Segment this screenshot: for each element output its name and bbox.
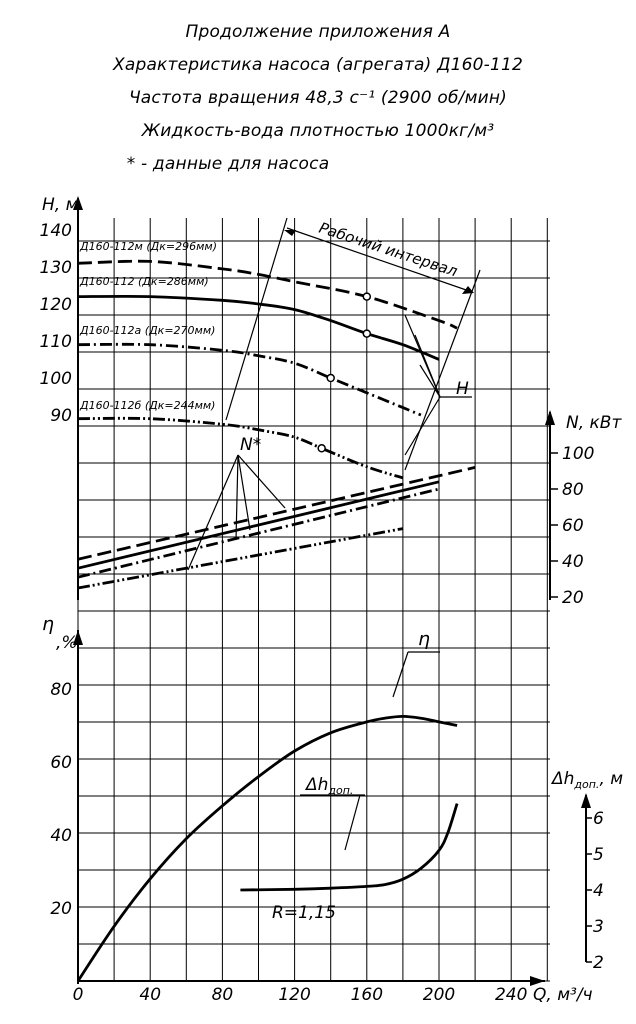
n-axis-label: N, кВт <box>566 413 622 433</box>
q-tick-label: 0 <box>72 985 84 1005</box>
chart-curves <box>78 261 475 981</box>
n-leader-3 <box>236 455 238 540</box>
h-leader-3 <box>420 365 440 397</box>
curve-label-d160-112a: Д160-112а (Дк=270мм) <box>80 324 216 337</box>
curve-label-d160-112b: Д160-112б (Дк=244мм) <box>80 399 216 412</box>
curve-label-d160-112m: Д160-112м (Дк=296мм) <box>80 240 217 253</box>
q-tick-label: 240 <box>494 985 528 1005</box>
h-tick-label: 90 <box>50 406 72 426</box>
eta-marker-label: η <box>418 628 431 650</box>
interval-line-right <box>405 270 480 470</box>
eta-leader <box>393 652 408 697</box>
r-label: R=1,15 <box>272 903 336 923</box>
h-tick-label: 130 <box>39 258 72 278</box>
n-axis-arrow <box>545 410 555 425</box>
header-line-4: Жидкость-вода плотностью 1000кг/м³ <box>141 121 495 141</box>
eta-tick-label: 20 <box>50 899 72 919</box>
n-marker-label: N* <box>240 435 262 455</box>
q-tick-label: 80 <box>211 985 234 1005</box>
q-tick-label: 160 <box>350 985 384 1005</box>
header-line-1: Продолжение приложения А <box>185 22 451 42</box>
dh-tick-label: 4 <box>593 881 604 901</box>
h-tick-label: 140 <box>39 221 72 241</box>
h-axis-label: H, м <box>42 195 79 215</box>
q-axis-label: Q, м³/ч <box>533 985 593 1005</box>
curve-1-3 <box>78 529 403 588</box>
curve-2-0 <box>78 716 457 981</box>
curve-1-0 <box>78 467 475 559</box>
n-tick-label: 20 <box>562 588 584 608</box>
n-tick-label: 60 <box>562 516 584 536</box>
working-interval-label: Рабочий интервал <box>316 218 460 281</box>
curve-point <box>318 445 325 452</box>
dh-axis-label: $\Delta h_{доп.}$, м <box>552 769 624 791</box>
curve-0-0 <box>78 261 457 328</box>
q-tick-label: 40 <box>139 985 162 1005</box>
dh-axis-arrow <box>581 793 591 808</box>
curve-point <box>363 293 370 300</box>
curve-point <box>363 330 370 337</box>
q-tick-label: 200 <box>422 985 456 1005</box>
interval-line-left <box>226 218 287 420</box>
h-tick-label: 100 <box>39 369 72 389</box>
header-line-5: * - данные для насоса <box>126 154 330 174</box>
dh-tick-label: 5 <box>593 845 604 865</box>
dh-tick-label: 3 <box>593 917 604 937</box>
header-line-3: Частота вращения 48,3 с⁻¹ (2900 об/мин) <box>128 88 508 108</box>
eta-tick-label: 80 <box>50 680 72 700</box>
n-tick-label: 40 <box>562 552 584 572</box>
n-tick-label: 80 <box>562 480 584 500</box>
h-tick-label: 120 <box>39 295 72 315</box>
chart-annotations <box>188 218 480 850</box>
curve-3-0 <box>240 804 457 890</box>
h-leader-2 <box>415 335 440 397</box>
eta-axis-label: η <box>42 613 55 635</box>
dh-tick-label: 2 <box>593 953 604 973</box>
q-tick-label: 120 <box>278 985 311 1005</box>
dh-leader <box>345 795 360 850</box>
n-tick-label: 100 <box>562 444 595 464</box>
dh-tick-label: 6 <box>593 809 604 829</box>
h-marker-label: H <box>456 379 469 399</box>
curve-label-d160-112: Д160-112 (Дк=286мм) <box>80 275 209 288</box>
eta-axis-unit: ,% <box>56 633 78 653</box>
curve-point <box>327 375 334 382</box>
h-tick-label: 110 <box>39 332 72 352</box>
eta-tick-label: 60 <box>50 753 72 773</box>
header-line-2: Характеристика насоса (агрегата) Д160-112 <box>112 55 524 75</box>
dh-marker-label: $\Delta h_{доп.}$ <box>306 775 354 797</box>
n-leader-4 <box>188 455 238 570</box>
eta-tick-label: 40 <box>50 826 72 846</box>
